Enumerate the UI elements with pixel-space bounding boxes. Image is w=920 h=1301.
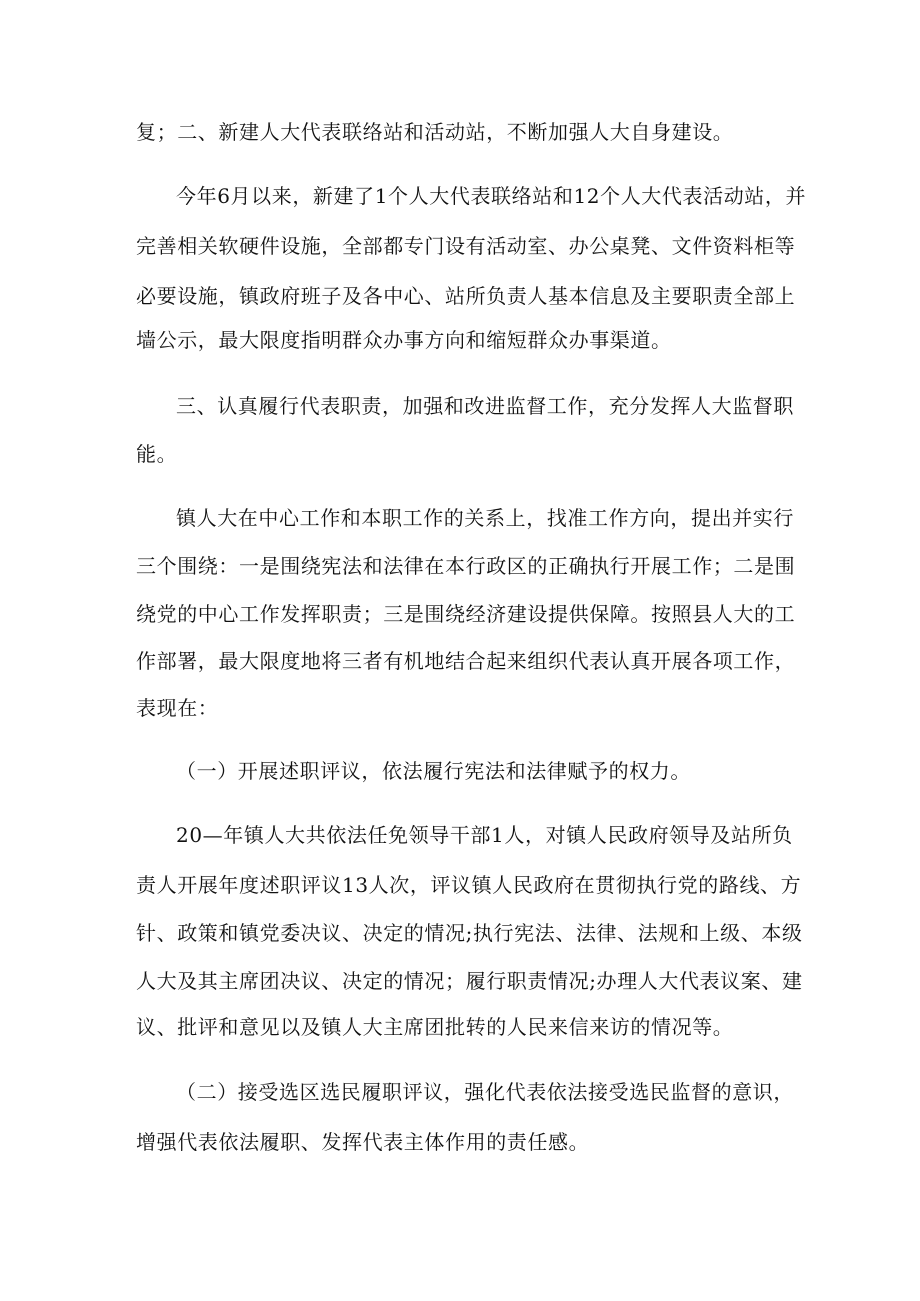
text-line: 针、政策和镇党委决议、决定的情况;执行宪法、法律、法规和上级、本级: [136, 921, 803, 945]
text-line: 三、认真履行代表职责，加强和改进监督工作，充分发挥人大监督职: [176, 394, 794, 418]
text-line: 复；二、新建人大代表联络站和活动站，不断加强人大自身建设。: [136, 120, 734, 144]
text-line: 镇人大在中心工作和本职工作的关系上，找准工作方向，提出并实行: [176, 506, 794, 530]
text-line: 三个围绕：一是围绕宪法和法律在本行政区的正确执行开展工作；二是围: [136, 554, 796, 578]
text-line: 作部署，最大限度地将三者有机地结合起来组织代表认真开展各项工作，: [136, 649, 796, 673]
text-line: 议、批评和意见以及镇人大主席团批转的人民来信来访的情况等。: [136, 1015, 734, 1039]
text-line: 墙公示，最大限度指明群众办事方向和缩短群众办事渠道。: [136, 328, 672, 352]
text-line: （一）开展述职评议，依法履行宪法和法律赋予的权力。: [176, 759, 691, 783]
text-line: 表现在：: [136, 696, 219, 720]
text-line: 20—年镇人大共依法任免领导干部1人，对镇人民政府领导及站所负: [176, 823, 793, 847]
text-line: 能。: [136, 442, 178, 466]
text-line: 绕党的中心工作发挥职责；三是围绕经济建设提供保障。按照县人大的工: [136, 602, 796, 626]
text-line: 责人开展年度述职评议13人次，评议镇人民政府在贯彻执行党的路线、方: [136, 873, 802, 897]
text-line: 人大及其主席团决议、决定的情况；履行职责情况;办理人大代表议案、建: [136, 969, 803, 993]
text-line: 必要设施，镇政府班子及各中心、站所负责人基本信息及主要职责全部上: [136, 284, 796, 308]
text-line: （二）接受选区选民履职评议，强化代表依法接受选民监督的意识，: [176, 1080, 794, 1104]
text-line: 今年6月以来，新建了1个人大代表联络站和12个人大代表活动站，并: [176, 184, 807, 208]
text-line: 增强代表依法履职、发挥代表主体作用的责任感。: [136, 1130, 590, 1154]
text-line: 完善相关软硬件设施，全部都专门设有活动室、办公桌凳、文件资料柜等: [136, 234, 796, 258]
